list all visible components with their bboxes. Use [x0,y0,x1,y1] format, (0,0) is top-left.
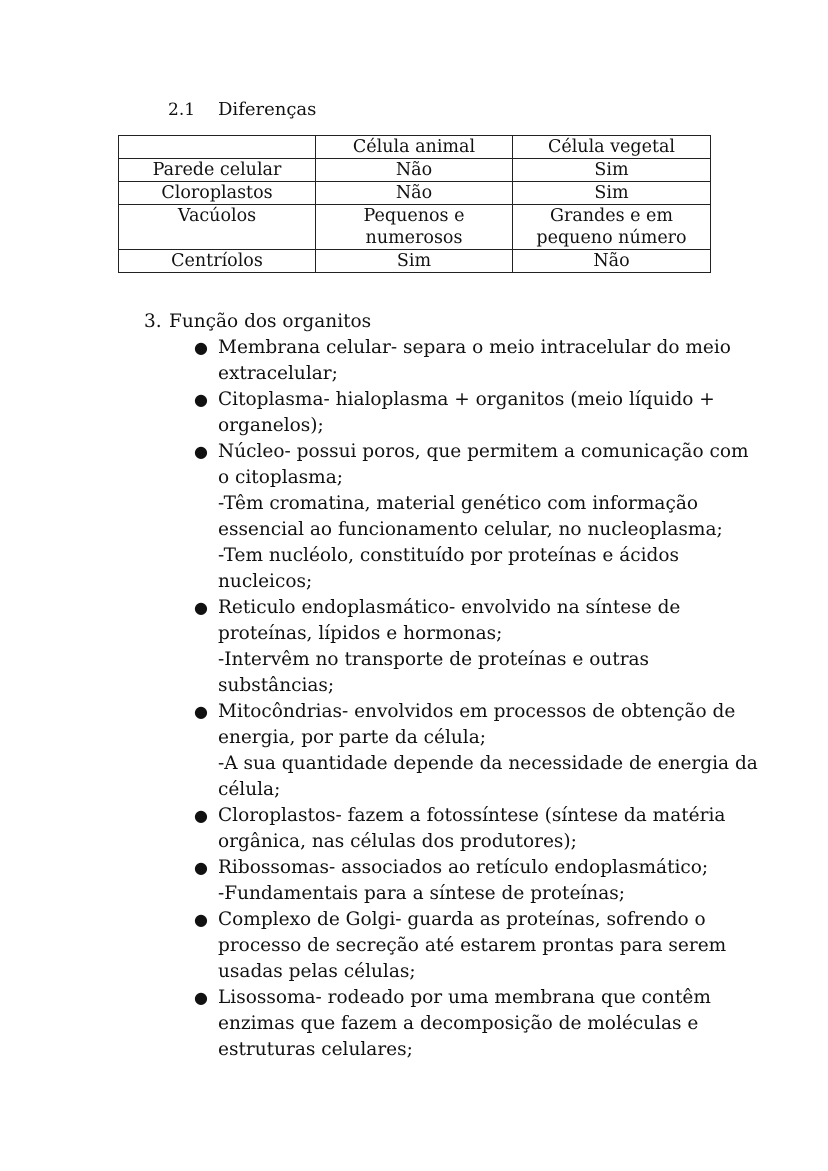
section-number: 3. [144,311,162,332]
table-cell: Sim [316,250,513,273]
table-row [119,250,711,273]
list-item [194,439,749,595]
list-item [194,699,758,803]
bullet-icon: ● [194,806,208,825]
table-cell: Pequenos e numerosos [316,205,513,250]
list-item-line: estruturas celulares; [218,1039,413,1060]
section-title: Função dos organitos [169,311,372,332]
list-item-line: -Fundamentais para a síntese de proteínas; [218,883,625,904]
list-item-line: processo de secreção até estarem prontas para serem [218,935,727,956]
bullet-icon: ● [194,910,208,929]
table-cell: Não [316,159,513,182]
subsection-number: 2.1 [168,100,196,120]
table-cell: Grandes e em pequeno número [513,205,711,250]
list-item-line: Reticulo endoplasmático- envolvido na síntese de [218,597,681,618]
table-cell: Sim [513,159,711,182]
table-cell: Não [513,250,711,273]
bullet-icon: ● [194,338,208,357]
bullet-icon: ● [194,858,208,877]
bullet-icon: ● [194,598,208,617]
organelles-section [144,309,758,1063]
table-header-cell: Célula animal [316,136,513,159]
bullet-icon: ● [194,442,208,461]
list-item [194,595,744,699]
list-item [194,985,744,1063]
table-row-label: Centríolos [119,250,316,273]
organelle-list [144,335,758,1063]
table-header-cell: Célula vegetal [513,136,711,159]
list-item-line: organelos); [218,415,324,436]
table-row-label: Cloroplastos [119,182,316,205]
subsection-title: Diferenças [218,99,317,120]
list-item [194,803,744,855]
list-item-line: Complexo de Golgi- guarda as proteínas, sofrendo o [218,909,706,930]
list-item-line: nucleicos; [218,571,313,592]
list-item-line: -Intervêm no transporte de proteínas e outras [218,649,650,670]
list-item [194,387,744,439]
list-item-line: extracelular; [218,363,338,384]
list-item [194,907,744,985]
list-item [194,855,744,907]
differences-table [118,135,711,273]
list-item-line: Citoplasma- hialoplasma + organitos (meio líquido + [218,389,715,410]
list-item-line: orgânica, nas células dos produtores); [218,831,577,852]
list-item-line: substâncias; [218,675,335,696]
list-item-line: célula; [218,779,281,800]
table-row [119,205,711,250]
table-row [119,159,711,182]
subsection-heading [168,98,316,122]
list-item-line: enzimas que fazem a decomposição de moléculas e [218,1013,699,1034]
table-row-label: Vacúolos [119,205,316,250]
list-item-line: energia, por parte da célula; [218,727,486,748]
list-item-line: -Tem nucléolo, constituído por proteínas e ácidos [218,545,680,566]
list-item-line: Núcleo- possui poros, que permitem a comunicação com [218,441,749,462]
list-item-line: -Têm cromatina, material genético com informação [218,493,698,514]
list-item-line: Membrana celular- separa o meio intracelular do meio [218,337,731,358]
list-item-line: -A sua quantidade depende da necessidade de energia da [218,753,758,774]
table-row [119,182,711,205]
list-item-line: Mitocôndrias- envolvidos em processos de obtenção de [218,701,736,722]
list-item [194,335,744,387]
list-item-line: o citoplasma; [218,467,343,488]
section-heading [144,309,744,335]
table-header-cell [119,136,316,159]
list-item-line: Ribossomas- associados ao retículo endoplasmático; [218,857,709,878]
list-item-line: essencial ao funcionamento celular, no nucleoplasma; [218,519,723,540]
list-item-line: usadas pelas células; [218,961,416,982]
bullet-icon: ● [194,390,208,409]
list-item-line: Cloroplastos- fazem a fotossíntese (síntese da matéria [218,805,726,826]
table-row-label: Parede celular [119,159,316,182]
table-header-row [119,136,711,159]
list-item-line: Lisossoma- rodeado por uma membrana que contêm [218,987,711,1008]
table-cell: Sim [513,182,711,205]
table-cell: Não [316,182,513,205]
bullet-icon: ● [194,988,208,1007]
list-item-line: proteínas, lípidos e hormonas; [218,623,503,644]
bullet-icon: ● [194,702,208,721]
